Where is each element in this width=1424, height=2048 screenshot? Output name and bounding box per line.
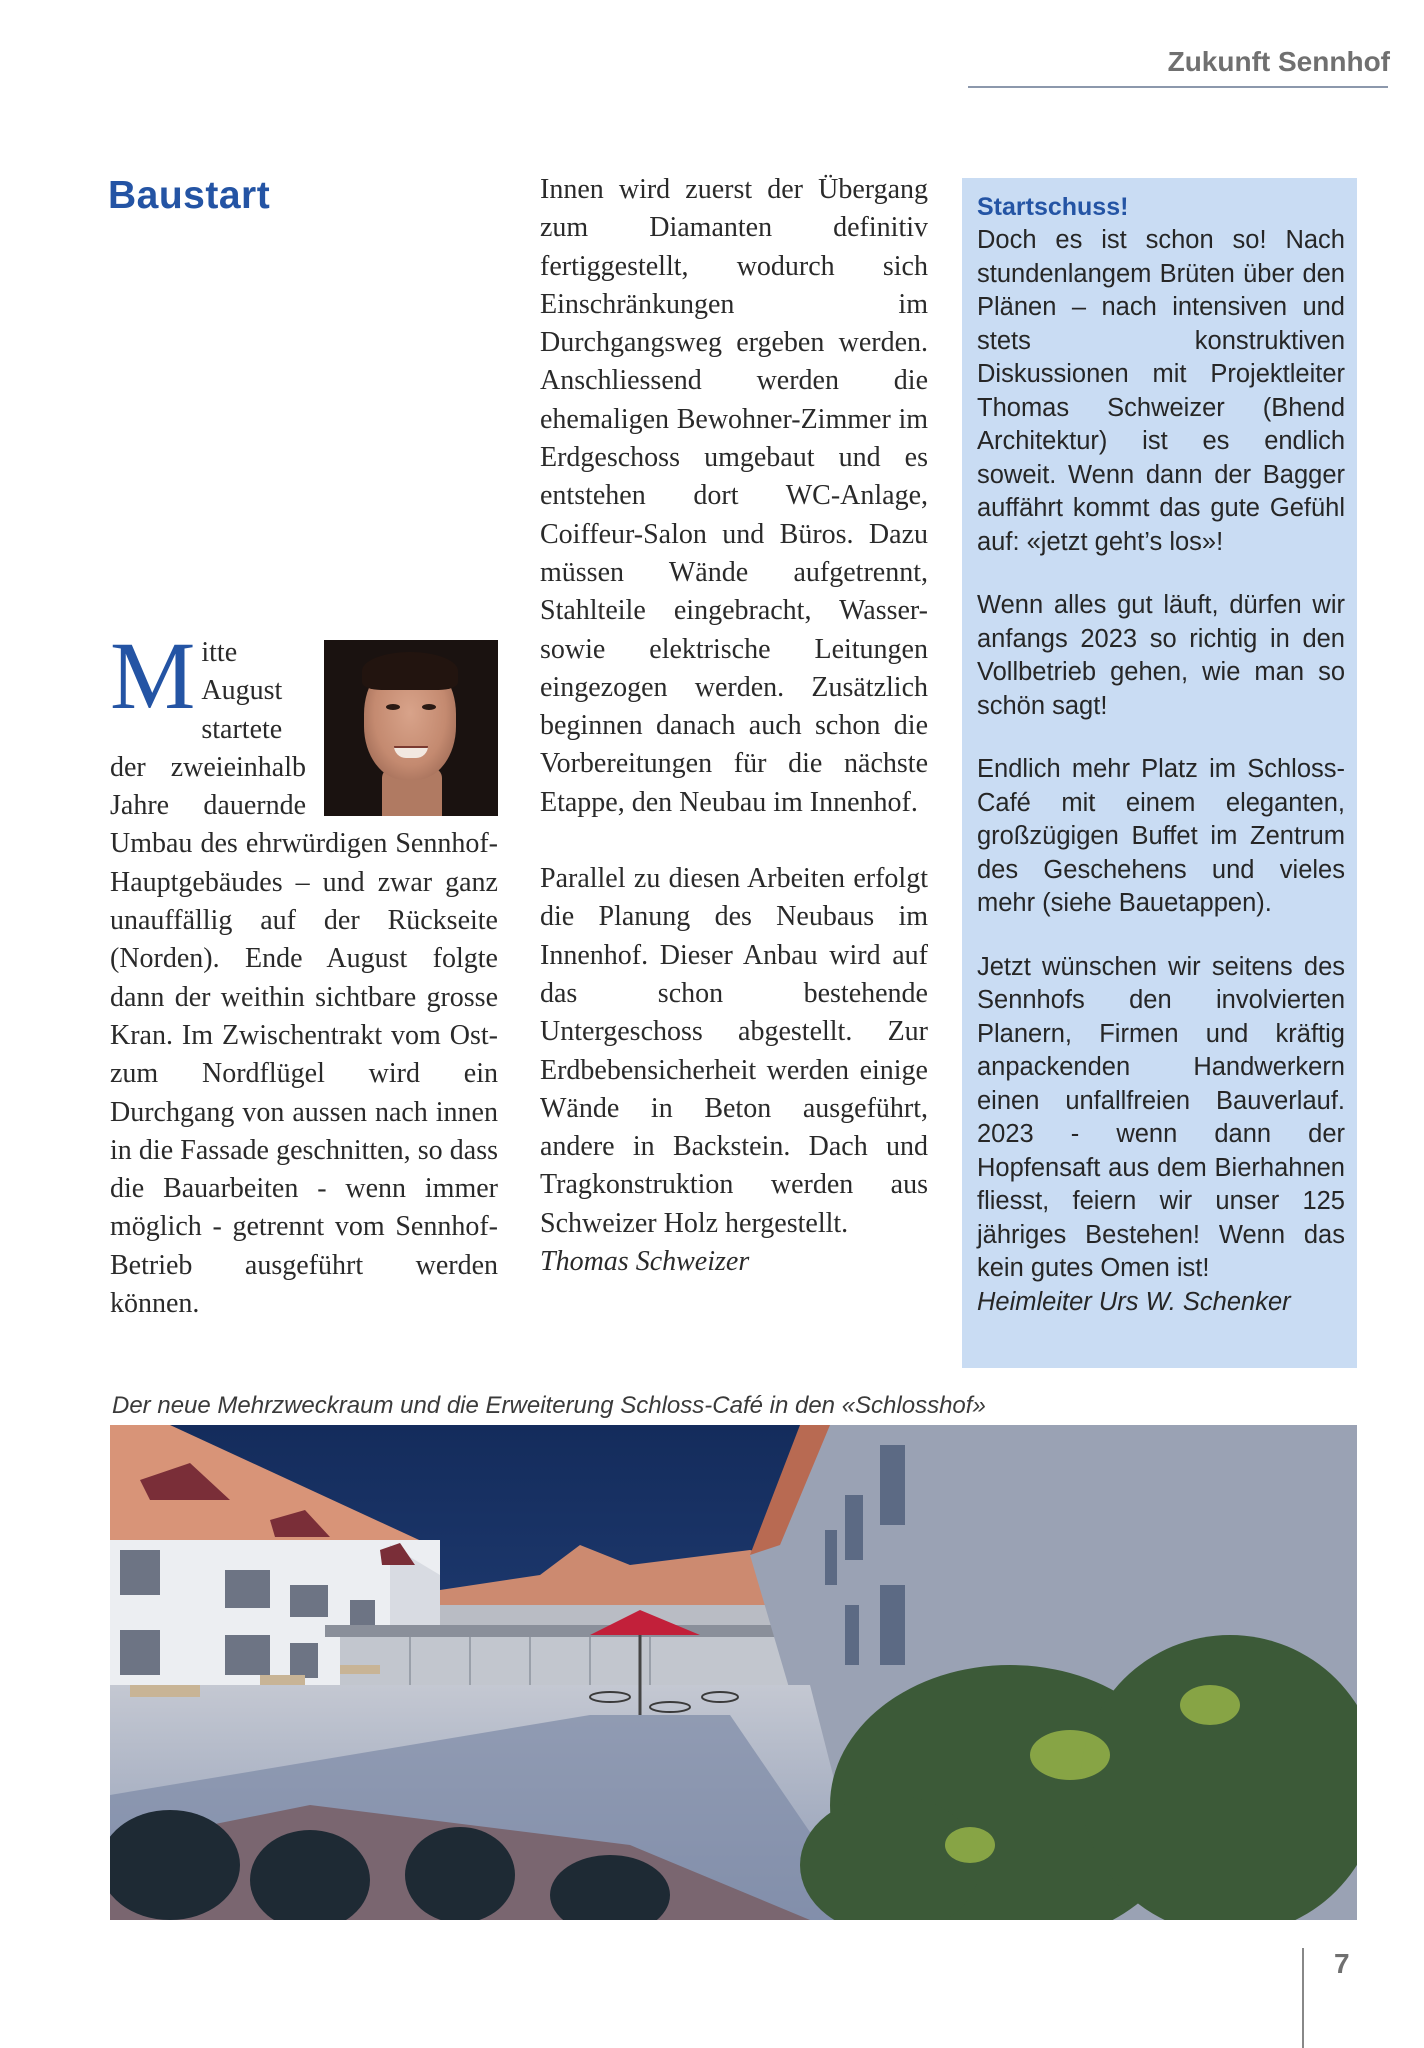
article-column-2	[540, 171, 928, 1281]
sidebar-paragraph: Doch es ist schon so! Nach stundenlangem Brüten über den Plänen – nach intensiven und stets konstruktiven Diskussionen mit Projektleiter Thomas Schweizer (Bhend Architektur) ist es endlich soweit. Wenn dann der Bagger auffährt kommt das gute Gefühl auf: «jetzt geht’s los»!	[977, 226, 1345, 556]
sidebar-signature: Heimleiter Urs W. Schenker	[977, 1287, 1291, 1316]
article-column-1	[110, 622, 498, 1323]
author-signature: Thomas Schweizer	[540, 1246, 750, 1278]
article-paragraph: Innen wird zuerst der Übergang zum Diamanten definitiv fertiggestellt, wodurch sich Einschränkungen im Durchgangsweg ergeben werden. Anschliessend werden die ehemaligen Bewohner-Zimmer im Erdgeschoss umgebaut und es entstehen dort WC-Anlage, Coiffeur-Salon und Büros. Dazu müssen Wände aufgetrennt, Stahlteile eingebracht, Wasser- sowie elektrische Leitungen eingezogen werden. Zusätzlich beginnen danach auch schon die Vorbereitungen für die nächste Etappe, den Neubau im Innenhof.	[540, 174, 928, 818]
article-paragraph: Parallel zu diesen Arbeiten erfolgt die Planung des Neubaus im Innenhof. Dieser Anbau wird auf das schon bestehende Untergeschoss abgestellt. Zur Erdbebensicherheit werden einige Wände in Beton ausgeführt, andere in Backstein. Dach und Tragkonstruktion werden aus Schweizer Holz hergestellt.	[540, 863, 928, 1239]
sidebar-title: Startschuss!	[977, 193, 1129, 221]
portrait-photo	[324, 640, 498, 816]
page-number: 7	[1334, 1948, 1350, 1979]
sidebar-paragraph: Jetzt wünschen wir seitens des Sennhofs den involvierten Planern, Firmen und kräftig anpackenden Handwerkern einen unfallfreien Bauverlauf. 2023 - wenn dann der Hopfensaft aus dem Bierhahnen fliesst, feiern wir unser 125 jähriges Bestehen! Wenn das kein gutes Omen ist!	[977, 952, 1345, 1282]
courtyard-rendering-image	[110, 1425, 1357, 1920]
article-title: Baustart	[108, 174, 271, 217]
article-lead-paragraph: itte August startete der zweieinhalb Jahre dauernde Umbau des ehrwürdigen Sennhof-Hauptgebäudes – und zwar ganz unauffällig auf der Rückseite (Norden). Ende August folgte dann der weithin sichtbare grosse Kran. Im Zwischentrakt vom Ost- zum Nordflügel wird ein Durchgang von aussen nach innen in die Fassade geschnitten, so dass die Bauarbeiten - wenn immer möglich - getrennt vom Sennhof-Betrieb ausgeführt werden können.	[110, 637, 498, 1320]
sidebar-paragraph: Wenn alles gut läuft, dürfen wir anfangs 2023 so richtig in den Vollbetrieb gehen, wie man so schön sagt!	[977, 591, 1345, 720]
drop-cap: M	[110, 622, 196, 729]
sidebar-paragraph: Endlich mehr Platz im Schloss-Café mit einem eleganten, großzügigen Buffet im Zentrum des Geschehens und vieles mehr (siehe Bauetappen).	[977, 755, 1345, 917]
sidebar-box	[962, 178, 1357, 1368]
footer-rule	[1302, 1948, 1304, 2048]
header-rule	[968, 86, 1388, 88]
running-head: Zukunft Sennhof	[1167, 46, 1390, 77]
figure-caption: Der neue Mehrzweckraum und die Erweiterung Schloss-Café in den «Schlosshof»	[112, 1392, 986, 1419]
